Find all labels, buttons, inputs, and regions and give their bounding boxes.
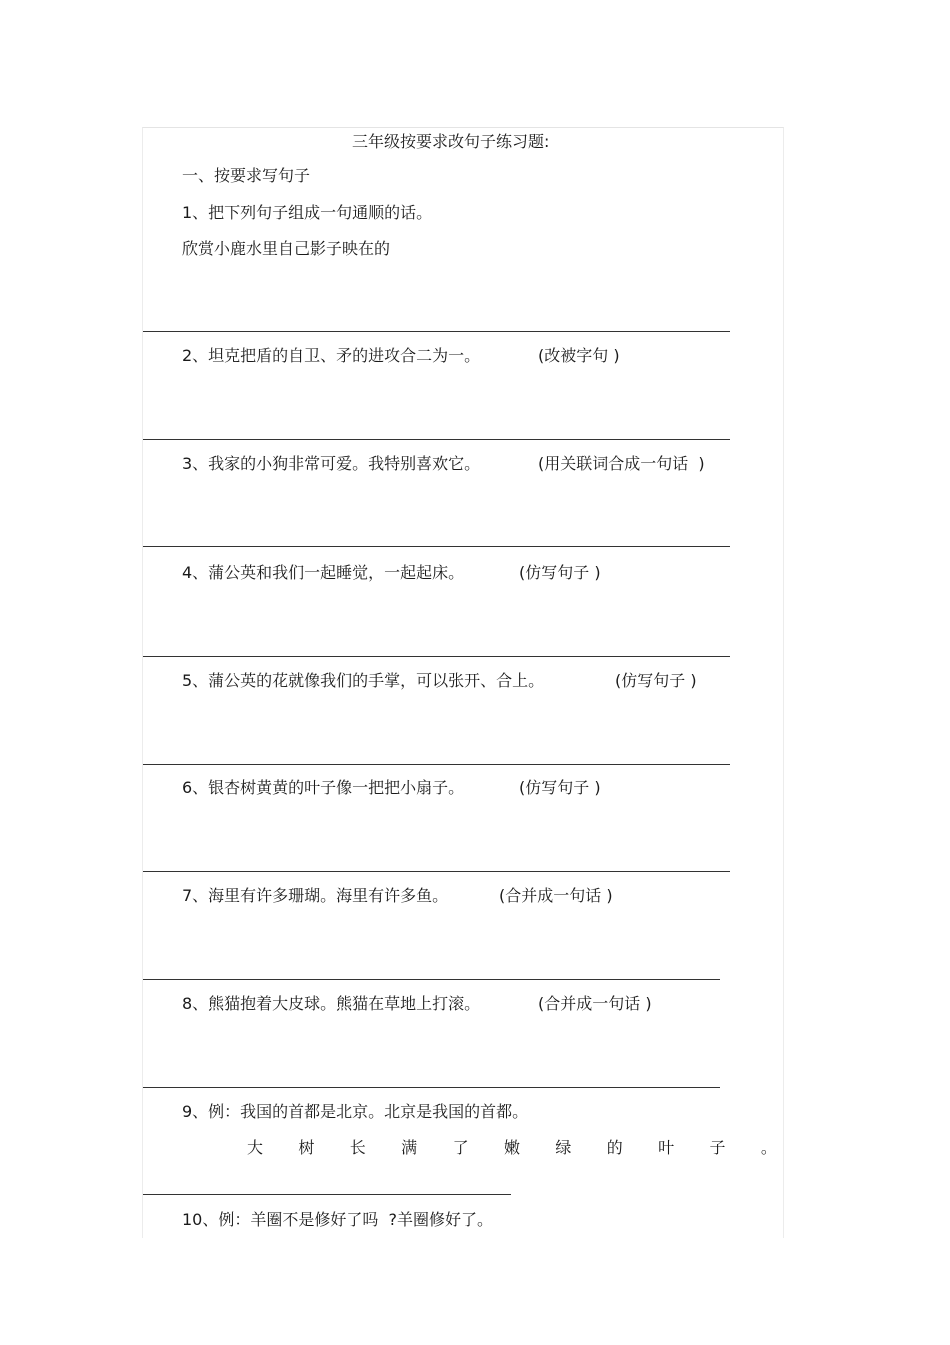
question-7-hint: (合并成一句话 ) <box>499 886 613 905</box>
question-10: 10、例：羊圈不是修好了吗 ?羊圈修好了。 <box>182 1210 494 1229</box>
question-6-hint: (仿写句子 ) <box>519 778 601 797</box>
answer-line-9[interactable] <box>143 1194 511 1195</box>
q9-char: 大 <box>247 1138 264 1157</box>
answer-line-1[interactable] <box>143 331 730 332</box>
question-9-sentence <box>247 1138 777 1158</box>
question-8: 8、熊猫抱着大皮球。熊猫在草地上打滚。 <box>182 994 481 1013</box>
question-5: 5、蒲公英的花就像我们的手掌，可以张开、合上。 <box>182 671 545 690</box>
q9-char: 的 <box>606 1138 623 1157</box>
q9-char: 。 <box>760 1138 777 1157</box>
answer-line-4[interactable] <box>143 656 730 657</box>
section-heading: 一、按要求写句子 <box>182 166 311 185</box>
question-5-hint: (仿写句子 ) <box>615 671 697 690</box>
q9-char: 叶 <box>658 1138 675 1157</box>
question-3: 3、我家的小狗非常可爱。我特别喜欢它。 <box>182 454 481 473</box>
question-4-hint: (仿写句子 ) <box>519 563 601 582</box>
question-7: 7、海里有许多珊瑚。海里有许多鱼。 <box>182 886 449 905</box>
question-2-hint: (改被字句 ) <box>538 346 620 365</box>
question-8-hint: (合并成一句话 ) <box>538 994 652 1013</box>
page-title: 三年级按要求改句子练习题: <box>352 132 550 151</box>
q9-char: 子 <box>709 1138 726 1157</box>
question-2: 2、坦克把盾的自卫、矛的进攻合二为一。 <box>182 346 481 365</box>
answer-line-6[interactable] <box>143 871 730 872</box>
question-1-words: 欣赏小鹿水里自己影子映在的 <box>182 239 391 258</box>
answer-line-8[interactable] <box>143 1087 720 1088</box>
answer-line-2[interactable] <box>143 439 730 440</box>
question-1: 1、把下列句子组成一句通顺的话。 <box>182 203 433 222</box>
q9-char: 满 <box>401 1138 418 1157</box>
answer-line-3[interactable] <box>143 546 730 547</box>
answer-line-5[interactable] <box>143 764 730 765</box>
q9-char: 嫩 <box>503 1138 520 1157</box>
question-6: 6、银杏树黄黄的叶子像一把把小扇子。 <box>182 778 465 797</box>
question-4: 4、蒲公英和我们一起睡觉，一起起床。 <box>182 563 465 582</box>
q9-char: 长 <box>349 1138 366 1157</box>
q9-char: 绿 <box>555 1138 572 1157</box>
q9-char: 树 <box>298 1138 315 1157</box>
answer-line-7[interactable] <box>143 979 720 980</box>
question-9: 9、例：我国的首都是北京。北京是我国的首都。 <box>182 1102 529 1121</box>
question-3-hint: (用关联词合成一句话 ) <box>538 454 705 473</box>
q9-char: 了 <box>452 1138 469 1157</box>
